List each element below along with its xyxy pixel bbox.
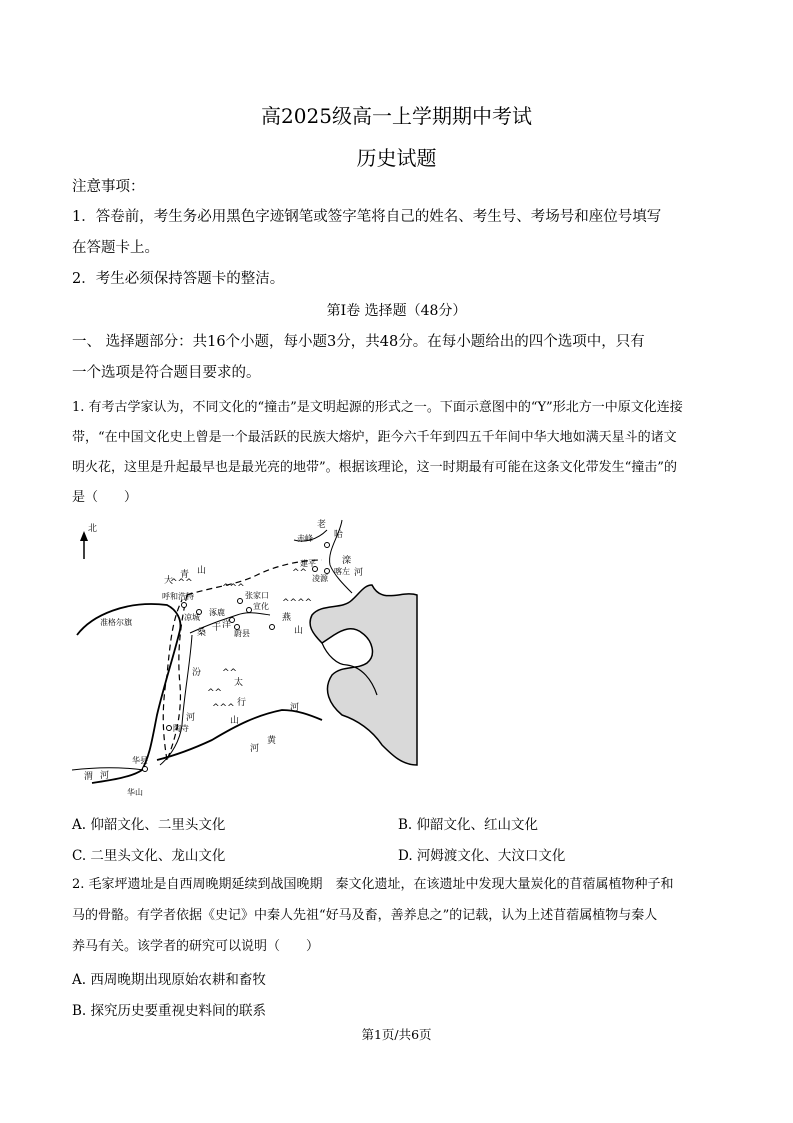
label-zhuolu: 涿鹿 bbox=[209, 608, 225, 617]
label-he2: 河 bbox=[290, 703, 300, 713]
exam-title: 高2025级高一上学期期中考试 bbox=[261, 104, 532, 128]
label-qing: 青 bbox=[180, 570, 190, 580]
label-lingyuan: 凌源 bbox=[312, 574, 328, 583]
svg-text:^^: ^^ bbox=[292, 568, 308, 578]
culture-belt-map bbox=[72, 515, 422, 805]
q2-line2: 马的骨骼。有学者依据《史记》中秦人先祖“好马及畜，善养息之”的记载，认为上述苜蓿属植物与秦人 bbox=[72, 908, 658, 923]
q1-option-c[interactable]: C. 二里头文化、龙山文化 bbox=[72, 848, 226, 864]
q1-line4: 是（ ） bbox=[72, 490, 138, 505]
svg-text:^^: ^^ bbox=[207, 688, 223, 698]
label-chifeng: 赤峰 bbox=[297, 534, 313, 543]
label-lao: 老 bbox=[317, 520, 327, 530]
q1-line2: 带，“在中国文化史上曾是一个最活跃的民族大熔炉，距今六千年到四五千年间中华大地如满天星斗的诸文 bbox=[72, 430, 677, 445]
label-taihang-shan: 山 bbox=[230, 716, 240, 726]
label-taosi: 陶寺 bbox=[173, 724, 189, 733]
q1-option-a[interactable]: A. 仰韶文化、二里头文化 bbox=[72, 817, 226, 833]
label-tai: 太 bbox=[234, 678, 244, 688]
svg-text:^^^: ^^^ bbox=[212, 703, 235, 713]
north-label: 北 bbox=[88, 524, 98, 534]
label-fen-he: 河 bbox=[186, 713, 196, 723]
svg-text:^^^: ^^^ bbox=[170, 578, 193, 588]
q1-option-d[interactable]: D. 河姆渡文化、大汶口文化 bbox=[398, 848, 566, 864]
sea-area bbox=[310, 585, 417, 765]
q2-option-a[interactable]: A. 西周晚期出现原始农耕和畜牧 bbox=[72, 972, 266, 988]
label-yang: 洋 bbox=[222, 620, 232, 630]
q2-line3: 养马有关。该学者的研究可以说明（ ） bbox=[72, 939, 320, 954]
svg-text:^^: ^^ bbox=[222, 668, 238, 678]
label-gan: 干 bbox=[212, 623, 222, 633]
q2-line1: 2. 毛家坪遗址是自西周晚期延续到战国晚期 秦文化遗址，在该遗址中发现大量炭化的苜蓿属植物种子和 bbox=[72, 877, 674, 892]
section-instruction-line1: 一、 选择题部分：共16个小题，每小题3分，共48分。在每小题给出的四个选项中，只有 bbox=[72, 334, 645, 350]
section-title: 第Ⅰ卷 选择题（48分） bbox=[326, 303, 467, 319]
label-ha: 哈 bbox=[334, 530, 344, 540]
notes-item2: 2．考生必须保持答题卡的整洁。 bbox=[72, 271, 285, 287]
label-he: 河 bbox=[354, 568, 364, 578]
label-wei: 渭 bbox=[84, 772, 94, 782]
label-da: 大 bbox=[164, 576, 174, 586]
north-arrow-icon bbox=[80, 522, 97, 559]
label-kazuo: 喀左 bbox=[334, 567, 350, 576]
q1-line1: 1. 有考古学家认为，不同文化的“撞击”是文明起源的形式之一。下面示意图中的“Y”形北方一中原文化连接 bbox=[72, 400, 683, 415]
label-huang: 黄 bbox=[267, 736, 277, 746]
label-yan: 燕 bbox=[282, 613, 292, 623]
section-instruction-line2: 一个选项是符合题目要求的。 bbox=[72, 365, 261, 381]
label-jianping: 建平 bbox=[300, 559, 316, 568]
label-huhehaote: 呼和浩特 bbox=[162, 592, 194, 601]
label-hang: 行 bbox=[237, 698, 247, 708]
subject-title: 历史试题 bbox=[356, 146, 437, 170]
notes-heading: 注意事项： bbox=[72, 179, 145, 195]
label-xuanhua: 宣化 bbox=[253, 602, 269, 611]
label-zhangjiakou: 张家口 bbox=[245, 591, 269, 600]
label-huashan: 华山 bbox=[127, 788, 143, 797]
label-fen: 汾 bbox=[192, 668, 202, 678]
q1-option-b[interactable]: B. 仰韶文化、红山文化 bbox=[398, 817, 539, 833]
label-wei-he: 河 bbox=[100, 771, 110, 781]
q2-option-b[interactable]: B. 探究历史要重视史料间的联系 bbox=[72, 1003, 267, 1019]
label-weixian: 蔚县 bbox=[234, 629, 250, 638]
label-shan: 山 bbox=[197, 566, 207, 576]
label-yan-shan: 山 bbox=[294, 626, 304, 636]
label-sang: 桑 bbox=[197, 628, 207, 638]
notes-item1-line2: 在答题卡上。 bbox=[72, 240, 159, 256]
svg-text:^^^: ^^^ bbox=[222, 583, 245, 593]
page-number: 第1页/共6页 bbox=[361, 1027, 432, 1042]
label-liangcheng: 凉城 bbox=[184, 613, 200, 622]
wei-river bbox=[72, 768, 144, 770]
q1-line3: 明火花，这里是升起最早也是最光亮的地带”。根据该理论，这一时期最有可能在这条文化带发生“撞击”的 bbox=[72, 460, 677, 475]
label-huaxian: 华县 bbox=[132, 756, 148, 765]
label-zhungeer: 准格尔旗 bbox=[100, 618, 132, 627]
notes-item1-line1: 1．答卷前，考生务必用黑色字迹钢笔或签字笔将自己的姓名、考生号、考场号和座位号填写 bbox=[72, 209, 662, 225]
svg-text:^^^^: ^^^^ bbox=[282, 598, 313, 608]
label-luan: 滦 bbox=[342, 556, 352, 566]
label-huang-he: 河 bbox=[250, 744, 260, 754]
